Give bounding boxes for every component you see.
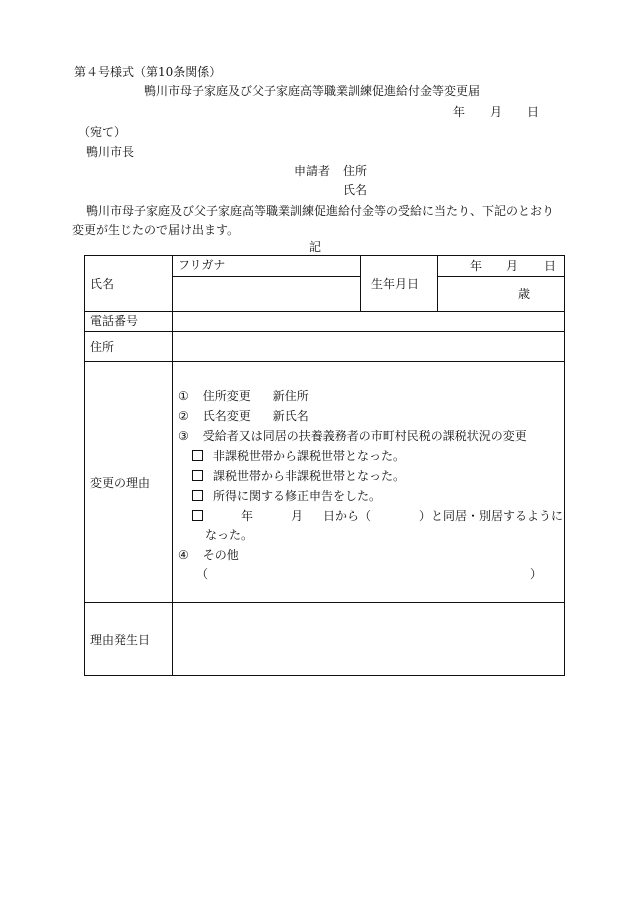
option-cohabitation-change-cont: なった。 (205, 528, 254, 542)
birth-year-label: 年 (470, 259, 483, 273)
checkbox-icon[interactable] (192, 490, 203, 501)
form-title: 鴨川市母子家庭及び父子家庭高等職業訓練促進給付金等変更届 (144, 84, 481, 98)
birth-day-label: 日 (544, 259, 557, 273)
reason-address-change[interactable]: ① 住所変更 新住所 (178, 389, 309, 403)
other-paren-open: （ (196, 567, 209, 581)
address-label: 住所 (90, 340, 115, 354)
option-taxable-to-nontaxable[interactable]: 課税世帯から非課税世帯となった。 (192, 470, 405, 482)
body-text-line2: 変更が生じたので届け出ます。 (72, 223, 240, 237)
applicant-name-label: 氏名 (343, 183, 368, 197)
ki-heading: 記 (309, 240, 322, 254)
furigana-label: フリガナ (178, 258, 226, 272)
date-month-label: 月 (490, 105, 503, 119)
addressee-label: （宛て） (78, 125, 127, 139)
checkbox-icon[interactable] (192, 510, 203, 521)
checkbox-icon[interactable] (192, 450, 203, 461)
reason-date-input-field[interactable] (176, 605, 561, 673)
option-income-amendment[interactable]: 所得に関する修正申告をした。 (192, 490, 381, 502)
address-input-field[interactable] (176, 334, 561, 359)
birth-month-label: 月 (506, 259, 519, 273)
reason-label: 変更の理由 (90, 476, 151, 490)
applicant-address-label: 住所 (343, 164, 368, 178)
other-paren-close: ） (530, 567, 543, 581)
applicant-label: 申請者 (294, 164, 331, 178)
age-suffix: 歳 (518, 287, 531, 301)
addressee: 鴨川市長 (86, 145, 135, 159)
name-label: 氏名 (90, 277, 115, 291)
reason-name-change[interactable]: ② 氏名変更 新氏名 (178, 409, 309, 423)
checkbox-icon[interactable] (192, 470, 203, 481)
reason-tax-status-change[interactable]: ③ 受給者又は同居の扶養義務者の市町村民税の課税状況の変更 (178, 429, 527, 443)
option-nontaxable-to-taxable[interactable]: 非課税世帯から課税世帯となった。 (192, 450, 405, 462)
form-number: 第４号様式（第10条関係） (74, 65, 222, 79)
body-text-line1: 鴨川市母子家庭及び父子家庭高等職業訓練促進給付金等の受給に当たり、下記のとおり (86, 204, 555, 218)
date-day-label: 日 (527, 105, 540, 119)
phone-input-field[interactable] (176, 313, 561, 329)
name-input-field[interactable] (178, 278, 358, 310)
birthdate-label: 生年月日 (371, 277, 420, 291)
other-reason-input[interactable] (210, 566, 526, 582)
reason-date-label: 理由発生日 (90, 633, 151, 647)
phone-label: 電話番号 (90, 314, 139, 328)
change-form-table (84, 255, 565, 676)
reason-other[interactable]: ④ その他 (178, 548, 239, 562)
option-cohabitation-change[interactable]: 年 月 日から（ ）と同居・別居するように (192, 510, 563, 522)
furigana-input-field[interactable] (178, 257, 358, 275)
date-year-label: 年 (453, 105, 466, 119)
